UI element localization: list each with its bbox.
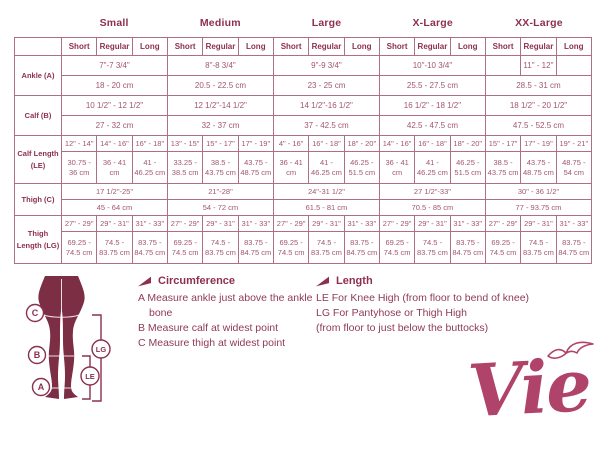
value-cell: 18 1/2" - 20 1/2" bbox=[485, 96, 591, 116]
callout-a: A bbox=[37, 382, 45, 392]
value-cell: 41 - 46.25 cm bbox=[415, 152, 450, 184]
value-cell: 36 - 41 cm bbox=[273, 152, 308, 184]
flag-icon bbox=[138, 276, 151, 287]
value-cell: 10"-10 3/4" bbox=[379, 56, 485, 76]
callout-lg: LG bbox=[95, 345, 107, 354]
value-cell: 37 - 42.5 cm bbox=[273, 116, 379, 136]
value-cell: 11" - 12" bbox=[521, 56, 556, 76]
value-cell: 69.25 - 74.5 cm bbox=[273, 232, 308, 264]
value-cell: 83.75 - 84.75 cm bbox=[450, 232, 485, 264]
fit-header: Short bbox=[485, 38, 520, 56]
callout-le: LE bbox=[85, 372, 95, 381]
size-title-large: Large bbox=[311, 17, 342, 29]
calf-length-inches-row bbox=[15, 136, 592, 152]
fit-header: Short bbox=[379, 38, 414, 56]
fit-header: Regular bbox=[415, 38, 450, 56]
value-cell: 18 - 20 cm bbox=[62, 76, 168, 96]
value-cell: 29" - 31" bbox=[203, 216, 238, 232]
length-line-lg: LG For Pantyhose or Thigh High bbox=[316, 307, 467, 319]
value-cell: 9"-9 3/4" bbox=[273, 56, 379, 76]
size-title-medium: Medium bbox=[199, 17, 241, 29]
value-cell: 17" - 19" bbox=[238, 136, 273, 152]
value-cell: 32 - 37 cm bbox=[167, 116, 273, 136]
circumference-title-row bbox=[138, 275, 322, 287]
value-cell: 41 - 46.25 cm bbox=[132, 152, 167, 184]
thigh-length-cm-row bbox=[15, 232, 592, 264]
sizing-table bbox=[14, 37, 592, 264]
value-cell: 14 1/2"-16 1/2" bbox=[273, 96, 379, 116]
value-cell: 54 - 72 cm bbox=[167, 200, 273, 216]
row-label-thigh-length: Thigh Length (LG) bbox=[15, 216, 62, 264]
value-cell: 74.5 - 83.75 cm bbox=[97, 232, 132, 264]
value-cell: 21"-28" bbox=[167, 184, 273, 200]
corner-cell bbox=[15, 38, 62, 56]
value-cell: 15" - 17" bbox=[203, 136, 238, 152]
value-cell: 83.75 - 84.75 cm bbox=[556, 232, 591, 264]
value-cell: 12 1/2"-14 1/2" bbox=[167, 96, 273, 116]
value-cell: 19" - 21" bbox=[556, 136, 591, 152]
value-cell: 31" - 33" bbox=[238, 216, 273, 232]
ankle-inches-row bbox=[15, 56, 592, 76]
brand-logo bbox=[465, 338, 596, 442]
value-cell: 27 - 32 cm bbox=[62, 116, 168, 136]
circumference-item-a: A Measure ankle just above the ankle bone bbox=[138, 292, 313, 319]
size-title-xlarge: X-Large bbox=[412, 17, 453, 29]
value-cell: 69.25 - 74.5 cm bbox=[167, 232, 202, 264]
value-cell: 74.5 - 83.75 cm bbox=[415, 232, 450, 264]
circumference-item-b: B Measure calf at widest point bbox=[138, 322, 279, 334]
logo-text: Vie bbox=[465, 342, 592, 434]
fit-header: Long bbox=[450, 38, 485, 56]
circumference-legend bbox=[138, 275, 322, 351]
value-cell: 27" - 29" bbox=[379, 216, 414, 232]
calf-length-cm-row bbox=[15, 152, 592, 184]
value-cell: 29" - 31" bbox=[415, 216, 450, 232]
value-cell: 48.75 - 54 cm bbox=[556, 152, 591, 184]
value-cell: 20.5 - 22.5 cm bbox=[167, 76, 273, 96]
fit-header: Long bbox=[238, 38, 273, 56]
value-cell: 46.25 - 51.5 cm bbox=[344, 152, 379, 184]
fit-header: Long bbox=[132, 38, 167, 56]
empty-cell bbox=[485, 56, 520, 76]
value-cell: 16" - 18" bbox=[309, 136, 344, 152]
value-cell: 10 1/2" - 12 1/2" bbox=[62, 96, 168, 116]
empty-cell bbox=[556, 56, 591, 76]
row-label-ankle: Ankle (A) bbox=[15, 56, 62, 96]
value-cell: 74.5 - 83.75 cm bbox=[309, 232, 344, 264]
value-cell: 7"-7 3/4" bbox=[62, 56, 168, 76]
value-cell: 27" - 29" bbox=[167, 216, 202, 232]
value-cell: 45 - 64 cm bbox=[62, 200, 168, 216]
length-title-row bbox=[316, 275, 596, 287]
value-cell: 43.75 - 48.75 cm bbox=[238, 152, 273, 184]
callout-c: C bbox=[31, 308, 39, 318]
value-cell: 61.5 - 81 cm bbox=[273, 200, 379, 216]
value-cell: 30" - 36 1/2" bbox=[485, 184, 591, 200]
value-cell: 31" - 33" bbox=[556, 216, 591, 232]
value-cell: 69.25 - 74.5 cm bbox=[379, 232, 414, 264]
circumference-title: Circumference bbox=[158, 275, 236, 287]
value-cell: 25.5 - 27.5 cm bbox=[379, 76, 485, 96]
value-cell: 8"-8 3/4" bbox=[167, 56, 273, 76]
value-cell: 36 - 41 cm bbox=[97, 152, 132, 184]
row-label-calf-length: Calf Length (LE) bbox=[15, 136, 62, 184]
fit-header: Short bbox=[273, 38, 308, 56]
value-cell: 12" - 14" bbox=[62, 136, 97, 152]
value-cell: 36 - 41 cm bbox=[379, 152, 414, 184]
value-cell: 43.75 - 48.75 cm bbox=[521, 152, 556, 184]
value-cell: 33.25 - 38.5 cm bbox=[167, 152, 202, 184]
value-cell: 83.75 - 84.75 cm bbox=[344, 232, 379, 264]
calf-inches-row bbox=[15, 96, 592, 116]
value-cell: 27" - 29" bbox=[62, 216, 97, 232]
ankle-cm-row bbox=[15, 76, 592, 96]
legs-measurement-diagram bbox=[4, 268, 136, 448]
length-legend bbox=[316, 275, 596, 336]
flag-icon bbox=[316, 276, 329, 287]
value-cell: 27" - 29" bbox=[273, 216, 308, 232]
value-cell: 29" - 31" bbox=[309, 216, 344, 232]
value-cell: 38.5 - 43.75 cm bbox=[203, 152, 238, 184]
value-cell: 23 - 25 cm bbox=[273, 76, 379, 96]
value-cell: 28.5 - 31 cm bbox=[485, 76, 591, 96]
value-cell: 27 1/2"-33" bbox=[379, 184, 485, 200]
thigh-inches-row bbox=[15, 184, 592, 200]
value-cell: 69.25 - 74.5 cm bbox=[62, 232, 97, 264]
size-group-titles bbox=[14, 17, 592, 29]
value-cell: 83.75 - 84.75 cm bbox=[132, 232, 167, 264]
value-cell: 70.5 - 85 cm bbox=[379, 200, 485, 216]
value-cell: 42.5 - 47.5 cm bbox=[379, 116, 485, 136]
value-cell: 16 1/2" - 18 1/2" bbox=[379, 96, 485, 116]
row-label-thigh: Thigh (C) bbox=[15, 184, 62, 216]
value-cell: 38.5 - 43.75 cm bbox=[485, 152, 520, 184]
thigh-length-inches-row bbox=[15, 216, 592, 232]
thigh-cm-row bbox=[15, 200, 592, 216]
value-cell: 4" - 16" bbox=[273, 136, 308, 152]
value-cell: 30.75 - 36 cm bbox=[62, 152, 97, 184]
length-line-le: LE For Knee High (from floor to bend of knee) bbox=[316, 292, 530, 304]
value-cell: 15" - 17" bbox=[485, 136, 520, 152]
size-title-small: Small bbox=[99, 17, 129, 29]
calf-cm-row bbox=[15, 116, 592, 136]
value-cell: 24"-31 1/2" bbox=[273, 184, 379, 200]
value-cell: 17 1/2"-25" bbox=[62, 184, 168, 200]
row-label-calf: Calf (B) bbox=[15, 96, 62, 136]
value-cell: 74.5 - 83.75 cm bbox=[203, 232, 238, 264]
value-cell: 77 - 93.75 cm bbox=[485, 200, 591, 216]
fit-header: Regular bbox=[97, 38, 132, 56]
value-cell: 14" - 16" bbox=[379, 136, 414, 152]
value-cell: 69.25 - 74.5 cm bbox=[485, 232, 520, 264]
fit-header: Regular bbox=[521, 38, 556, 56]
value-cell: 29" - 31" bbox=[521, 216, 556, 232]
value-cell: 18" - 20" bbox=[450, 136, 485, 152]
value-cell: 27" - 29" bbox=[485, 216, 520, 232]
circumference-item-c: C Measure thigh at widest point bbox=[138, 337, 286, 349]
value-cell: 74.5 - 83.75 cm bbox=[521, 232, 556, 264]
length-line-note: (from floor to just below the buttocks) bbox=[316, 322, 489, 334]
fit-header: Short bbox=[167, 38, 202, 56]
value-cell: 13" - 15" bbox=[167, 136, 202, 152]
fit-header: Regular bbox=[309, 38, 344, 56]
fit-header: Long bbox=[344, 38, 379, 56]
value-cell: 29" - 31" bbox=[97, 216, 132, 232]
fit-header: Short bbox=[62, 38, 97, 56]
value-cell: 47.5 - 52.5 cm bbox=[485, 116, 591, 136]
value-cell: 14" - 16" bbox=[97, 136, 132, 152]
value-cell: 16" - 18" bbox=[132, 136, 167, 152]
length-title: Length bbox=[336, 275, 373, 287]
value-cell: 41 - 46.25 cm bbox=[309, 152, 344, 184]
callout-b: B bbox=[33, 350, 41, 360]
fit-header-row bbox=[15, 38, 592, 56]
value-cell: 31" - 33" bbox=[344, 216, 379, 232]
value-cell: 18" - 20" bbox=[344, 136, 379, 152]
value-cell: 31" - 33" bbox=[450, 216, 485, 232]
value-cell: 16" - 18" bbox=[415, 136, 450, 152]
value-cell: 46.25 - 51.5 cm bbox=[450, 152, 485, 184]
value-cell: 31" - 33" bbox=[132, 216, 167, 232]
value-cell: 17" - 19" bbox=[521, 136, 556, 152]
value-cell: 83.75 - 84.75 cm bbox=[238, 232, 273, 264]
size-title-xxlarge: XX-Large bbox=[515, 17, 563, 29]
fit-header: Regular bbox=[203, 38, 238, 56]
fit-header: Long bbox=[556, 38, 591, 56]
